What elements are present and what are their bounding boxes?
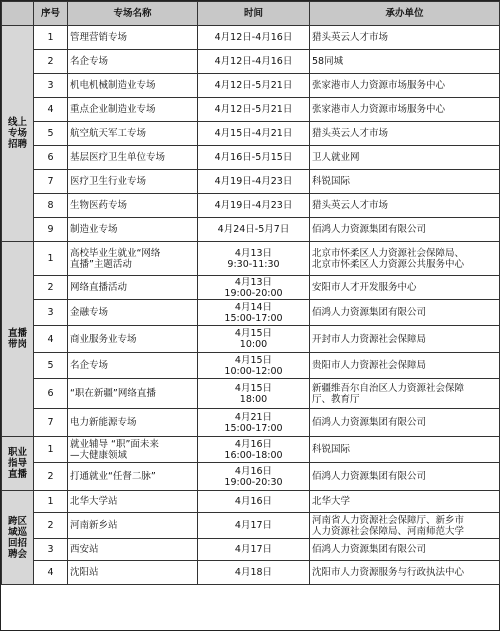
time-line: 4月17日 — [234, 544, 273, 555]
session-name-cell — [68, 491, 198, 513]
category-label-line: 指导 — [7, 458, 27, 469]
organizer-line: 张家港市人力资源市场服务中心 — [312, 104, 446, 115]
time-line: 4月12日-5月21日 — [214, 80, 293, 91]
time-line: 4月12日-5月21日 — [214, 104, 293, 115]
organizer-line: 佰鸿人力资源集团有限公司 — [312, 471, 427, 482]
organizer-line: 贵阳市人力资源社会保障局 — [312, 360, 427, 371]
time-cell — [198, 409, 310, 437]
session-name-line: 直播”主题活动 — [70, 258, 132, 270]
time-cell — [198, 463, 310, 491]
category-live-streaming — [2, 242, 34, 437]
session-name-cell — [68, 300, 198, 326]
row-number: 2 — [34, 463, 68, 491]
time-line: 4月16日 — [234, 465, 273, 477]
schedule-table — [1, 1, 500, 585]
time-cell — [198, 50, 310, 74]
table-row — [2, 513, 500, 539]
header-number: 序号 — [34, 2, 68, 26]
category-label-line: 域巡 — [7, 526, 27, 538]
organizer-line: 佰鸿人力资源集团有限公司 — [312, 307, 427, 318]
session-name-line: 高校毕业生就业“网络 — [70, 247, 161, 259]
row-number: 1 — [34, 437, 68, 463]
row-number: 7 — [34, 170, 68, 194]
table-row — [2, 50, 500, 74]
row-number: 4 — [34, 561, 68, 585]
time-cell — [198, 326, 310, 353]
organizer-line: 猎头英云人才市场 — [312, 128, 389, 139]
session-name-line: 机电机械制造业专场 — [70, 80, 156, 91]
table-row — [2, 170, 500, 194]
organizer-cell — [310, 194, 500, 218]
session-name-cell — [68, 513, 198, 539]
header-row — [2, 2, 500, 26]
category-label-line: 招聘 — [7, 139, 27, 150]
organizer-cell — [310, 409, 500, 437]
organizer-cell — [310, 539, 500, 561]
row-number: 3 — [34, 74, 68, 98]
organizer-line: 卫人就业网 — [312, 152, 360, 163]
time-cell — [198, 74, 310, 98]
row-number: 2 — [34, 50, 68, 74]
category-label-line: 直播 — [7, 469, 27, 480]
row-number: 3 — [34, 539, 68, 561]
organizer-cell — [310, 379, 500, 409]
organizer-cell — [310, 50, 500, 74]
table-row — [2, 379, 500, 409]
session-name-cell — [68, 98, 198, 122]
session-name-line: 西安站 — [70, 544, 99, 555]
time-cell — [198, 276, 310, 300]
organizer-line: 北京市怀柔区人力资源社会保障局、 — [312, 247, 465, 259]
table-row — [2, 242, 500, 276]
row-number: 2 — [34, 276, 68, 300]
time-line: 4月19日-4月23日 — [214, 200, 293, 211]
table-row — [2, 276, 500, 300]
session-name-line: 网络直播活动 — [70, 282, 128, 293]
session-name-cell — [68, 379, 198, 409]
organizer-cell — [310, 122, 500, 146]
category-online-recruitment — [2, 26, 34, 242]
time-line: 4月13日 — [234, 276, 273, 288]
time-cell — [198, 379, 310, 409]
session-name-cell — [68, 146, 198, 170]
session-name-cell — [68, 276, 198, 300]
time-line: 4月24日-5月7日 — [217, 224, 290, 235]
time-line: 4月12日-4月16日 — [214, 56, 293, 67]
row-number: 8 — [34, 194, 68, 218]
time-line: 4月16日-5月15日 — [214, 152, 293, 163]
session-name-line: 医疗卫生行业专场 — [70, 176, 147, 187]
time-line: 4月18日 — [234, 567, 273, 578]
table-row — [2, 437, 500, 463]
organizer-cell — [310, 26, 500, 50]
session-name-cell — [68, 437, 198, 463]
time-cell — [198, 513, 310, 539]
organizer-cell — [310, 242, 500, 276]
organizer-line: 安阳市人才开发服务中心 — [312, 282, 417, 293]
time-cell — [198, 26, 310, 50]
row-number: 7 — [34, 409, 68, 437]
time-line: 4月15日 — [234, 354, 273, 366]
time-line: 4月15日 — [234, 328, 273, 339]
time-line: 18:00 — [239, 393, 268, 405]
row-number: 6 — [34, 146, 68, 170]
time-line: 19:00-20:00 — [224, 287, 283, 299]
header-time: 时间 — [198, 2, 310, 26]
organizer-line: 厅、教育厅 — [312, 393, 360, 405]
time-cell — [198, 353, 310, 379]
organizer-line: 58同城 — [312, 56, 344, 67]
table-row — [2, 491, 500, 513]
organizer-line: 科锐国际 — [312, 444, 351, 455]
row-number: 2 — [34, 513, 68, 539]
session-name-line: 金融专场 — [70, 307, 109, 318]
organizer-cell — [310, 437, 500, 463]
row-number: 1 — [34, 491, 68, 513]
session-name-cell — [68, 326, 198, 353]
session-name-cell — [68, 74, 198, 98]
organizer-line: 佰鸿人力资源集团有限公司 — [312, 544, 427, 555]
table-row — [2, 409, 500, 437]
session-name-cell — [68, 409, 198, 437]
organizer-cell — [310, 170, 500, 194]
session-name-line: 商业服务业专场 — [70, 333, 137, 345]
table-row — [2, 300, 500, 326]
organizer-cell — [310, 74, 500, 98]
organizer-cell — [310, 98, 500, 122]
table-row — [2, 353, 500, 379]
session-name-cell — [68, 122, 198, 146]
session-name-line: 基层医疗卫生单位专场 — [70, 152, 166, 163]
time-line: 4月17日 — [234, 520, 273, 531]
time-line: 4月16日 — [234, 496, 273, 507]
time-cell — [198, 300, 310, 326]
time-line: 19:00-20:30 — [224, 476, 283, 488]
time-line: 4月12日-4月16日 — [214, 32, 293, 43]
table-row — [2, 194, 500, 218]
time-cell — [198, 437, 310, 463]
session-name-line: 航空航天军工专场 — [70, 128, 147, 139]
table-row — [2, 218, 500, 242]
organizer-line: 新疆维吾尔自治区人力资源社会保障 — [312, 382, 465, 394]
organizer-cell — [310, 353, 500, 379]
row-number: 9 — [34, 218, 68, 242]
organizer-line: 开封市人力资源社会保障局 — [312, 333, 427, 345]
row-number: 1 — [34, 26, 68, 50]
category-label-line: 专场 — [7, 128, 27, 139]
time-line: 4月15日-4月21日 — [214, 128, 293, 139]
organizer-line: 猎头英云人才市场 — [312, 200, 389, 211]
time-cell — [198, 170, 310, 194]
row-number: 6 — [34, 379, 68, 409]
table-row — [2, 463, 500, 491]
time-cell — [198, 561, 310, 585]
table-row — [2, 539, 500, 561]
session-name-line: 电力新能源专场 — [70, 417, 137, 428]
session-name-cell — [68, 194, 198, 218]
time-line: 4月15日 — [234, 382, 273, 394]
time-line: 4月16日 — [234, 438, 273, 450]
row-number: 5 — [34, 353, 68, 379]
session-name-cell — [68, 561, 198, 585]
time-line: 15:00-17:00 — [224, 312, 283, 324]
table-row — [2, 74, 500, 98]
session-name-line: —大健康领域 — [70, 449, 128, 461]
session-name-line: 重点企业制造业专场 — [70, 104, 156, 115]
schedule-body — [2, 26, 500, 585]
time-cell — [198, 218, 310, 242]
row-number: 3 — [34, 300, 68, 326]
session-name-cell — [68, 170, 198, 194]
organizer-cell — [310, 491, 500, 513]
row-number: 4 — [34, 326, 68, 353]
row-number: 4 — [34, 98, 68, 122]
time-line: 10:00-12:00 — [224, 365, 283, 377]
session-name-line: 管理营销专场 — [70, 32, 128, 43]
organizer-line: 科锐国际 — [312, 176, 351, 187]
time-line: 4月19日-4月23日 — [214, 176, 293, 187]
session-name-line: 河南新乡站 — [70, 520, 118, 531]
header-session-name: 专场名称 — [68, 2, 198, 26]
category-career-guidance — [2, 437, 34, 491]
organizer-line: 北华大学 — [312, 496, 351, 507]
organizer-line: 沈阳市人力资源服务与行政执法中心 — [312, 567, 465, 578]
organizer-line: 佰鸿人力资源集团有限公司 — [312, 224, 427, 235]
category-label-line: 跨区 — [7, 515, 27, 527]
time-cell — [198, 98, 310, 122]
table-row — [2, 146, 500, 170]
organizer-cell — [310, 146, 500, 170]
organizer-cell — [310, 300, 500, 326]
session-name-line: 打通就业“任督二脉” — [70, 471, 156, 482]
row-number: 5 — [34, 122, 68, 146]
table-row — [2, 122, 500, 146]
time-line: 10:00 — [239, 339, 268, 350]
time-cell — [198, 146, 310, 170]
category-label-line: 线上 — [7, 117, 27, 128]
category-label-line: 聘会 — [7, 548, 27, 560]
session-name-line: 名企专场 — [70, 56, 109, 67]
session-name-line: 就业辅导 “职”面未来 — [70, 438, 159, 450]
session-name-line: 制造业专场 — [70, 224, 118, 235]
category-label-line: 直播 — [7, 328, 27, 339]
time-line: 4月13日 — [234, 247, 273, 259]
header-organizer: 承办单位 — [310, 2, 500, 26]
time-line: 9:30-11:30 — [227, 258, 280, 270]
organizer-line: 张家港市人力资源市场服务中心 — [312, 80, 446, 91]
organizer-line: 猎头英云人才市场 — [312, 32, 389, 43]
organizer-cell — [310, 463, 500, 491]
session-name-cell — [68, 50, 198, 74]
session-name-cell — [68, 353, 198, 379]
session-name-cell — [68, 539, 198, 561]
session-name-cell — [68, 218, 198, 242]
time-cell — [198, 194, 310, 218]
organizer-cell — [310, 513, 500, 539]
session-name-line: 北华大学站 — [70, 496, 118, 507]
organizer-line: 佰鸿人力资源集团有限公司 — [312, 417, 427, 428]
organizer-cell — [310, 326, 500, 353]
session-name-line: 生物医药专场 — [70, 200, 128, 211]
table-row — [2, 326, 500, 353]
organizer-cell — [310, 218, 500, 242]
organizer-line: 人力资源社会保障局、河南师范大学 — [312, 525, 465, 537]
category-label-line: 带岗 — [7, 339, 27, 350]
time-cell — [198, 122, 310, 146]
category-cross-region-fair — [2, 491, 34, 585]
session-name-cell — [68, 242, 198, 276]
row-number: 1 — [34, 242, 68, 276]
session-name-cell — [68, 463, 198, 491]
organizer-line: 北京市怀柔区人力资源公共服务中心 — [312, 258, 465, 270]
session-name-cell — [68, 26, 198, 50]
time-cell — [198, 491, 310, 513]
organizer-cell — [310, 276, 500, 300]
session-name-line: 沈阳站 — [70, 567, 99, 578]
table-row — [2, 98, 500, 122]
time-cell — [198, 242, 310, 276]
organizer-cell — [310, 561, 500, 585]
time-line: 16:00-18:00 — [224, 449, 283, 461]
time-line: 4月21日 — [234, 411, 273, 423]
category-label-line: 回招 — [7, 537, 27, 549]
session-name-line: 名企专场 — [70, 360, 109, 371]
time-cell — [198, 539, 310, 561]
header-corner-cell — [2, 2, 34, 26]
table-row — [2, 26, 500, 50]
table-row — [2, 561, 500, 585]
time-line: 15:00-17:00 — [224, 422, 283, 434]
time-line: 4月14日 — [234, 301, 273, 313]
session-name-line: “职在新疆”网络直播 — [70, 388, 156, 399]
organizer-line: 河南省人力资源社会保障厅、新乡市 — [312, 514, 465, 526]
category-label-line: 职业 — [7, 447, 27, 458]
